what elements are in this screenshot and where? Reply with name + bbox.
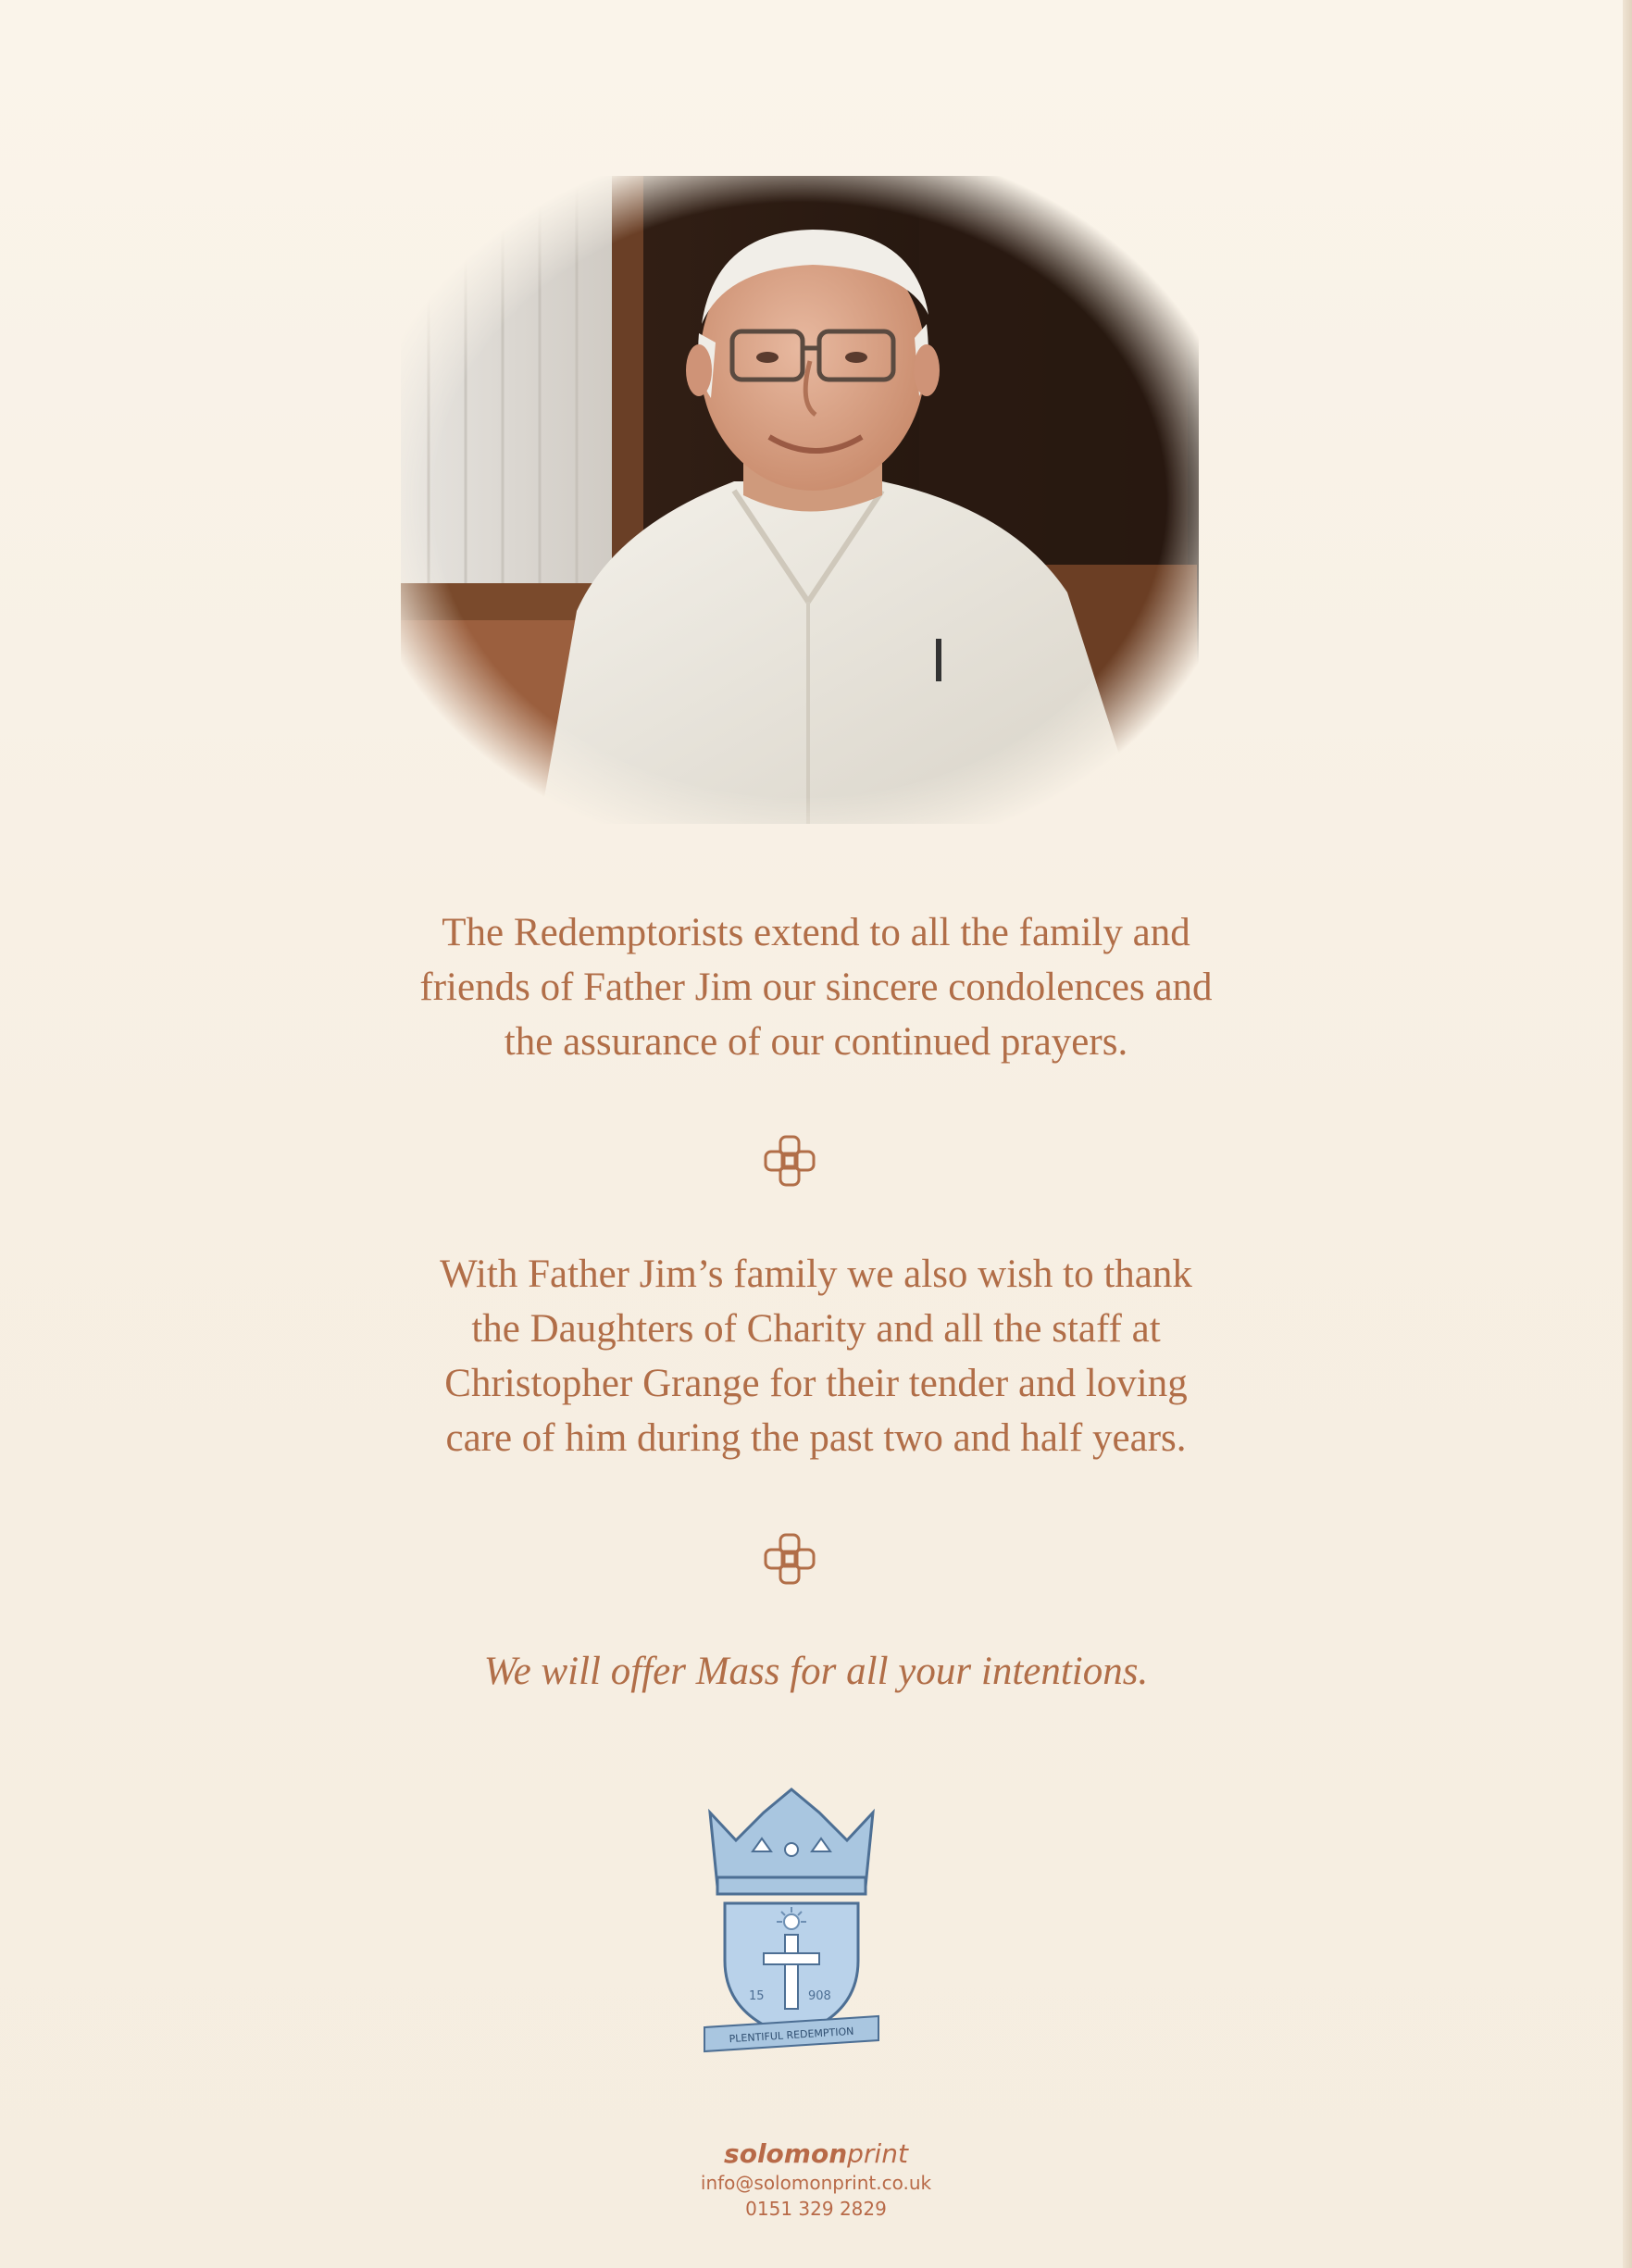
redemptorist-crest-icon [699,1785,884,2053]
thanks-line: With Father Jim’s family we also wish to thank [440,1252,1192,1296]
printer-brand-light: print [847,2138,908,2169]
condolence-line: The Redemptorists extend to all the family and [442,911,1190,954]
printer-brand-bold: solomon [724,2138,848,2169]
thanks-line: the Daughters of Charity and all the staff at [471,1307,1161,1351]
printer-email: info@solomonprint.co.uk [700,2172,932,2194]
thanks-paragraph [0,1247,1632,1465]
thanks-line: Christopher Grange for their tender and loving [444,1362,1188,1405]
crest-motto: PLENTIFUL REDEMPTION [729,2025,854,2046]
crest-year-right: 908 [808,1989,831,2003]
celtic-knot-ornament-icon [760,1131,819,1190]
condolence-line: friends of Father Jim our sincere condolences and [419,966,1213,1009]
mass-intentions-line: We will offer Mass for all your intentions. [483,1650,1149,1693]
thanks-line: care of him during the past two and half years. [445,1416,1187,1460]
condolence-paragraph [0,905,1632,1069]
portrait-photo [401,176,1199,824]
printer-credit [0,2138,1632,2222]
crest-year-left: 15 [749,1989,765,2003]
printer-logo [0,2138,1632,2170]
celtic-knot-ornament-icon [760,1529,819,1589]
condolence-line: the assurance of our continued prayers. [504,1020,1128,1064]
printer-phone: 0151 329 2829 [745,2198,887,2220]
portrait-illustration [401,176,1199,824]
